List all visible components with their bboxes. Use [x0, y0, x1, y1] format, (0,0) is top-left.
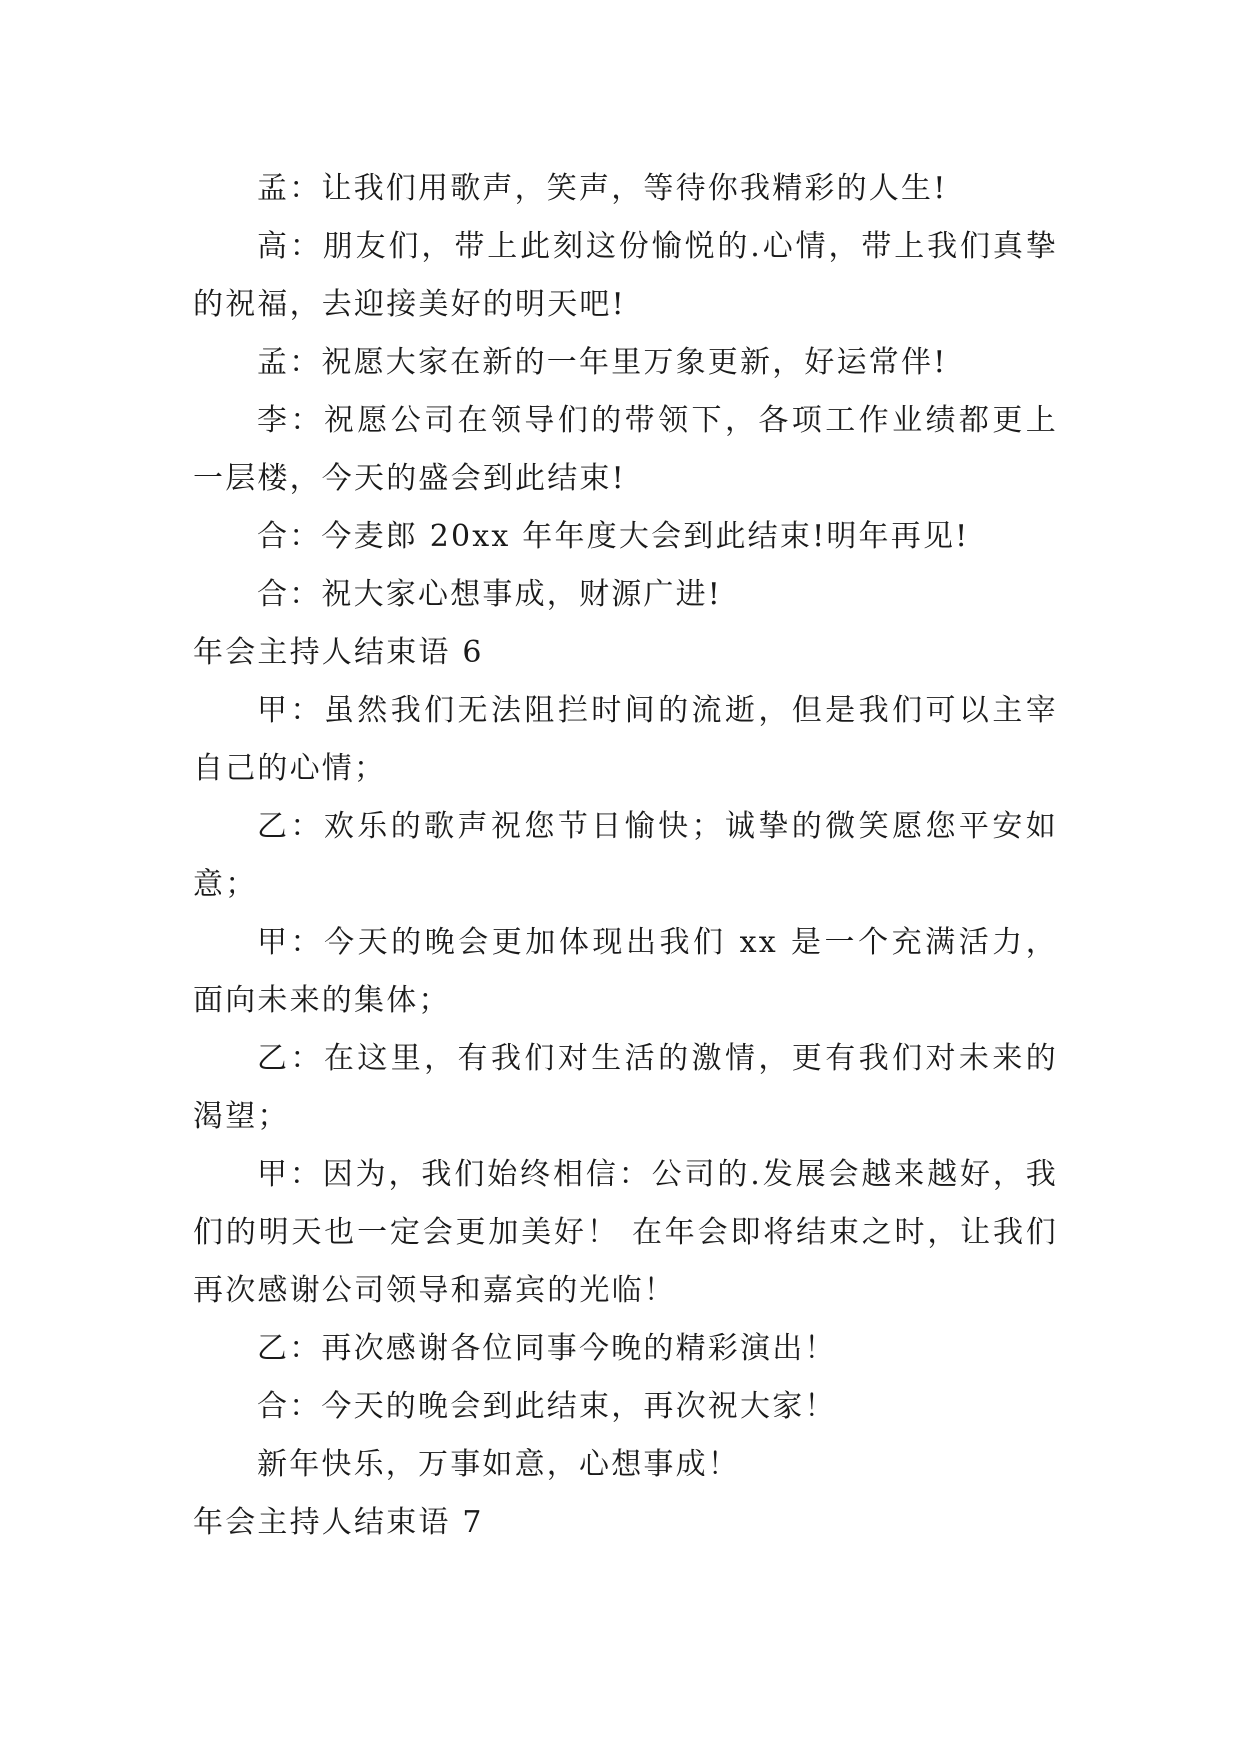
- paragraph: 乙：在这里，有我们对生活的激情，更有我们对未来的渴望；: [193, 1041, 1058, 1134]
- paragraph: 孟：让我们用歌声，笑声，等待你我精彩的人生!: [257, 171, 948, 206]
- paragraph: 乙：欢乐的歌声祝您节日愉快；诚挚的微笑愿您平安如意；: [193, 809, 1058, 902]
- section-heading: 年会主持人结束语 6: [193, 635, 484, 670]
- paragraph: 甲：今天的晚会更加体现出我们 xx 是一个充满活力，面向未来的集体；: [193, 925, 1058, 1018]
- paragraph: 李：祝愿公司在领导们的带领下，各项工作业绩都更上一层楼，今天的盛会到此结束!: [193, 403, 1058, 496]
- paragraph: 乙：再次感谢各位同事今晚的精彩演出！: [257, 1331, 837, 1366]
- paragraph: 合：今麦郎 20xx 年年度大会到此结束!明年再见!: [257, 519, 970, 554]
- paragraph: 合：今天的晚会到此结束，再次祝大家！: [257, 1389, 837, 1424]
- section-heading: 年会主持人结束语 7: [193, 1505, 484, 1540]
- paragraph: 高：朋友们，带上此刻这份愉悦的.心情，带上我们真挚的祝福，去迎接美好的明天吧!: [193, 229, 1058, 322]
- paragraph: 孟：祝愿大家在新的一年里万象更新，好运常伴!: [257, 345, 948, 380]
- paragraph: 甲：因为，我们始终相信：公司的.发展会越来越好，我们的明天也一定会更加美好！ 在年会即将结束之时，让我们再次感谢公司领导和嘉宾的光临！: [193, 1157, 1058, 1308]
- document-body: [193, 160, 1058, 1552]
- paragraph: 甲：虽然我们无法阻拦时间的流逝，但是我们可以主宰自己的心情；: [193, 693, 1058, 786]
- paragraph: 合：祝大家心想事成，财源广进!: [257, 577, 723, 612]
- paragraph: 新年快乐，万事如意，心想事成！: [257, 1447, 740, 1482]
